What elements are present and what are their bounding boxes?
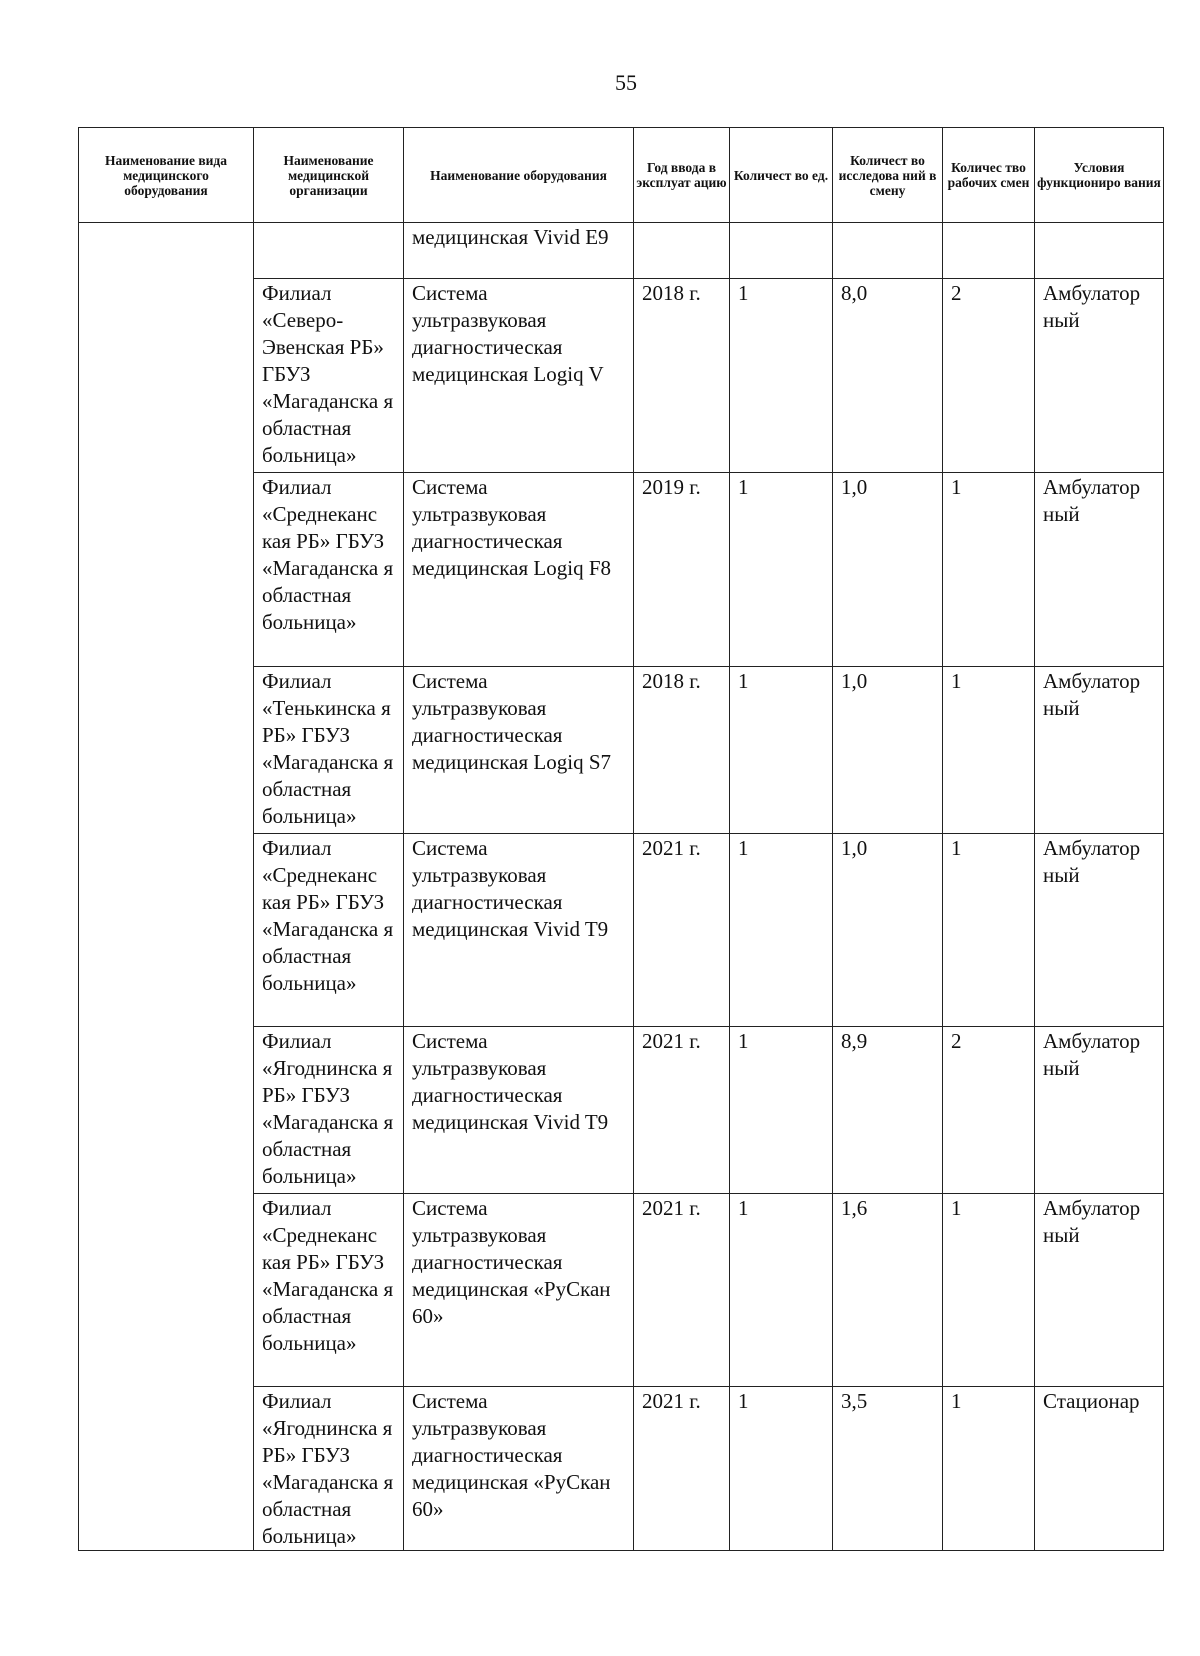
shifts-cell: 1	[943, 1194, 1035, 1387]
conditions-cell: Амбулатор ный	[1035, 834, 1164, 1027]
organization-cell: Филиал «Среднеканс кая РБ» ГБУЗ «Магаданска я областная больница»	[254, 473, 404, 667]
equipment-name-cell: Система ультразвуковая диагностическая медицинская «РуСкан 60»	[404, 1194, 634, 1387]
equipment-name-cell: Система ультразвуковая диагностическая медицинская Logiq S7	[404, 667, 634, 834]
conditions-cell	[1035, 223, 1164, 279]
conditions-cell: Амбулатор ный	[1035, 667, 1164, 834]
conditions-cell: Стационар	[1035, 1387, 1164, 1551]
quantity-cell: 1	[730, 1387, 833, 1551]
shifts-cell: 2	[943, 1027, 1035, 1194]
year-cell	[634, 223, 730, 279]
year-cell: 2018 г.	[634, 667, 730, 834]
organization-cell: Филиал «Среднеканс кая РБ» ГБУЗ «Магаданска я областная больница»	[254, 1194, 404, 1387]
studies-cell: 8,0	[833, 279, 943, 473]
table-row	[79, 223, 1164, 279]
shifts-cell: 1	[943, 473, 1035, 667]
shifts-cell: 2	[943, 279, 1035, 473]
equipment-name-cell: Система ультразвуковая диагностическая медицинская Logiq V	[404, 279, 634, 473]
year-cell: 2021 г.	[634, 1194, 730, 1387]
table-header-row	[79, 128, 1164, 223]
studies-cell: 3,5	[833, 1387, 943, 1551]
studies-cell: 1,0	[833, 473, 943, 667]
year-cell: 2019 г.	[634, 473, 730, 667]
header-equipment-name: Наименование оборудования	[404, 128, 634, 223]
organization-cell: Филиал «Ягоднинска я РБ» ГБУЗ «Магаданска я областная больница»	[254, 1027, 404, 1194]
studies-cell: 1,0	[833, 667, 943, 834]
equipment-name-cell: Система ультразвуковая диагностическая медицинская Vivid T9	[404, 1027, 634, 1194]
quantity-cell: 1	[730, 834, 833, 1027]
equipment-table	[78, 127, 1164, 1551]
shifts-cell: 1	[943, 1387, 1035, 1551]
header-conditions: Условия функциониро вания	[1035, 128, 1164, 223]
equipment-name-cell: Система ультразвуковая диагностическая медицинская «РуСкан 60»	[404, 1387, 634, 1551]
quantity-cell: 1	[730, 473, 833, 667]
organization-cell: Филиал «Ягоднинска я РБ» ГБУЗ «Магаданска я областная больница»	[254, 1387, 404, 1551]
year-cell: 2021 г.	[634, 834, 730, 1027]
quantity-cell: 1	[730, 1027, 833, 1194]
equipment-type-cell	[79, 223, 254, 1551]
page-number: 55	[615, 70, 637, 95]
equipment-name-cell: медицинская Vivid E9	[404, 223, 634, 279]
quantity-cell	[730, 223, 833, 279]
conditions-cell: Амбулатор ный	[1035, 1194, 1164, 1387]
header-shifts: Количес тво рабочих смен	[943, 128, 1035, 223]
year-cell: 2021 г.	[634, 1027, 730, 1194]
year-cell: 2018 г.	[634, 279, 730, 473]
studies-cell: 1,6	[833, 1194, 943, 1387]
header-year: Год ввода в эксплуат ацию	[634, 128, 730, 223]
organization-cell: Филиал «Тенькинска я РБ» ГБУЗ «Магаданска я областная больница»	[254, 667, 404, 834]
organization-cell	[254, 223, 404, 279]
conditions-cell: Амбулатор ный	[1035, 1027, 1164, 1194]
quantity-cell: 1	[730, 279, 833, 473]
studies-cell: 8,9	[833, 1027, 943, 1194]
organization-cell: Филиал «Северо-Эвенская РБ» ГБУЗ «Магаданска я областная больница»	[254, 279, 404, 473]
header-studies-per-shift: Количест во исследова ний в смену	[833, 128, 943, 223]
studies-cell: 1,0	[833, 834, 943, 1027]
quantity-cell: 1	[730, 667, 833, 834]
header-equipment-type: Наименование вида медицинского оборудования	[79, 128, 254, 223]
year-cell: 2021 г.	[634, 1387, 730, 1551]
equipment-name-cell: Система ультразвуковая диагностическая медицинская Logiq F8	[404, 473, 634, 667]
conditions-cell: Амбулатор ный	[1035, 279, 1164, 473]
header-organization: Наименование медицинской организации	[254, 128, 404, 223]
equipment-name-cell: Система ультразвуковая диагностическая медицинская Vivid T9	[404, 834, 634, 1027]
organization-cell: Филиал «Среднеканс кая РБ» ГБУЗ «Магаданска я областная больница»	[254, 834, 404, 1027]
header-quantity: Количест во ед.	[730, 128, 833, 223]
conditions-cell: Амбулатор ный	[1035, 473, 1164, 667]
shifts-cell	[943, 223, 1035, 279]
quantity-cell: 1	[730, 1194, 833, 1387]
shifts-cell: 1	[943, 834, 1035, 1027]
shifts-cell: 1	[943, 667, 1035, 834]
studies-cell	[833, 223, 943, 279]
